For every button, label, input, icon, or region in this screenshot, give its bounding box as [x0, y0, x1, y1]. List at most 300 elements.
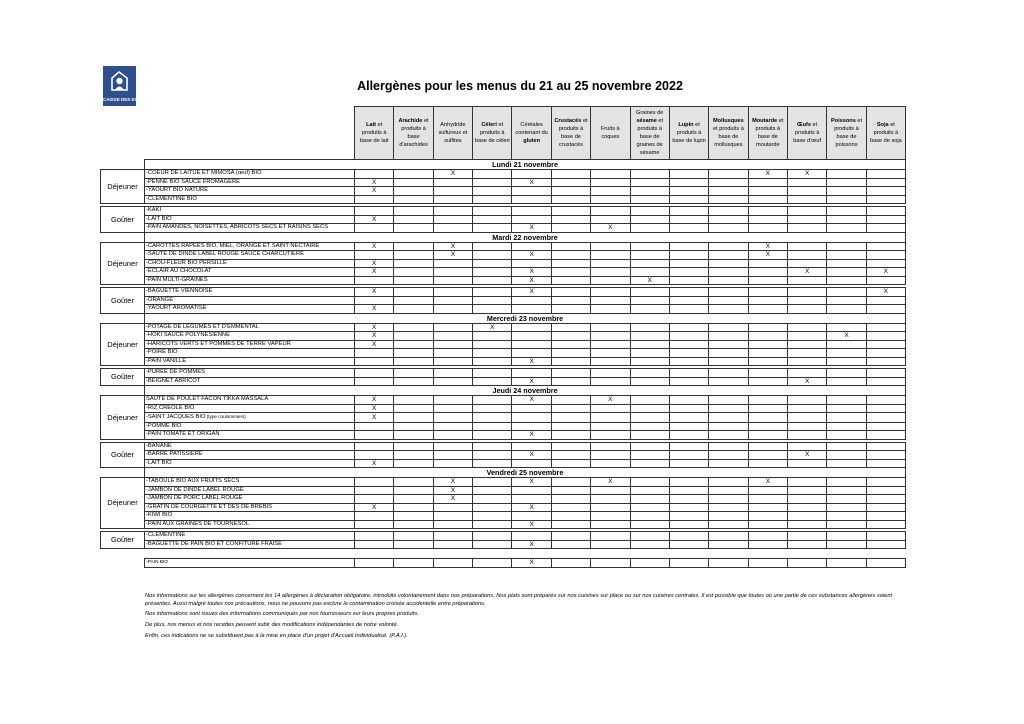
allergen-cell	[512, 369, 551, 378]
allergen-cell	[748, 187, 787, 196]
allergen-cell	[748, 305, 787, 314]
allergen-cell	[827, 251, 866, 260]
meal-label: Goûter	[101, 442, 145, 468]
allergen-cell	[866, 431, 905, 440]
logo-text: CAISSE DES ECOLES	[103, 97, 151, 102]
allergen-cell	[827, 215, 866, 224]
allergen-cell	[473, 268, 512, 277]
allergen-cell	[630, 268, 669, 277]
allergen-cell	[433, 404, 472, 413]
allergen-cell	[669, 268, 708, 277]
table-row	[101, 377, 906, 386]
allergen-mark: X	[591, 478, 630, 487]
allergen-cell	[827, 478, 866, 487]
allergen-cell	[787, 296, 826, 305]
allergen-cell	[433, 559, 472, 568]
allergen-cell	[787, 276, 826, 285]
allergen-cell	[748, 178, 787, 187]
allergen-mark: X	[473, 323, 512, 332]
table-row	[101, 459, 906, 468]
allergen-name: Poissons	[830, 118, 856, 124]
logo-emblem-icon	[103, 66, 136, 96]
table-row	[101, 332, 906, 341]
dish-name	[145, 413, 355, 423]
allergen-cell	[394, 459, 433, 468]
allergen-cell	[630, 242, 669, 251]
allergen-cell	[433, 215, 472, 224]
allergen-cell	[433, 540, 472, 549]
allergen-cell	[787, 404, 826, 413]
allergen-cell	[433, 442, 472, 451]
allergen-mark: X	[787, 268, 826, 277]
logo	[103, 66, 151, 106]
meal-label: Goûter	[101, 288, 145, 314]
allergen-cell	[866, 396, 905, 405]
allergen-cell	[866, 413, 905, 423]
allergen-cell	[551, 478, 590, 487]
allergen-cell	[827, 349, 866, 358]
dish-text: -YAOURT BIO NATURE	[146, 187, 209, 193]
footnote: Enfin, ces indications ne se substituent pas à la mise en place d'un projet d'Accueil Individualisé. (P.A.I.).	[145, 632, 408, 639]
allergen-cell	[551, 559, 590, 568]
dish-text: -POTAGE DE LEGUMES ET D'EMMENTAL	[146, 323, 259, 330]
allergen-cell	[355, 512, 394, 521]
dish-name	[145, 459, 355, 468]
allergen-cell	[827, 396, 866, 405]
allergen-mark: X	[355, 340, 394, 349]
allergen-cell	[473, 442, 512, 451]
table-row	[101, 486, 906, 495]
allergen-cell	[787, 251, 826, 260]
meal-label: Goûter	[101, 532, 145, 549]
allergen-cell	[669, 224, 708, 233]
dish-text: -LAIT BIO	[146, 215, 172, 222]
allergen-cell	[748, 195, 787, 204]
table-row	[101, 413, 906, 423]
allergen-cell	[827, 224, 866, 233]
allergen-cell	[394, 268, 433, 277]
allergen-cell	[394, 276, 433, 285]
allergen-cell	[669, 503, 708, 512]
allergen-cell	[748, 512, 787, 521]
allergen-cell	[787, 369, 826, 378]
allergen-cell	[512, 207, 551, 216]
table-row	[101, 251, 906, 260]
allergen-cell	[669, 340, 708, 349]
allergen-cell	[512, 296, 551, 305]
dish-name	[145, 559, 355, 568]
allergen-table	[100, 106, 906, 568]
allergen-cell	[512, 259, 551, 268]
dish-name	[145, 195, 355, 204]
table-row	[101, 242, 906, 251]
allergen-cell	[787, 512, 826, 521]
allergen-cell	[394, 242, 433, 251]
allergen-header	[866, 107, 905, 160]
allergen-mark: X	[433, 170, 472, 179]
allergen-cell	[827, 340, 866, 349]
dish-text: -BEIGNET ABRICOT	[146, 377, 201, 384]
allergen-cell	[709, 215, 748, 224]
allergen-cell	[866, 170, 905, 179]
allergen-cell	[473, 478, 512, 487]
allergen-mark: X	[591, 224, 630, 233]
table-row	[101, 503, 906, 512]
allergen-cell	[394, 357, 433, 366]
allergen-cell	[512, 495, 551, 504]
allergen-cell	[512, 349, 551, 358]
allergen-cell	[394, 349, 433, 358]
dish-text: -BARRE PATISSIERE	[146, 451, 203, 457]
allergen-cell	[866, 478, 905, 487]
allergen-cell	[433, 296, 472, 305]
allergen-cell	[355, 559, 394, 568]
dish-text: -PAIN AUX GRAINES DE TOURNESOL	[146, 520, 250, 527]
allergen-cell	[787, 422, 826, 431]
allergen-cell	[709, 340, 748, 349]
allergen-cell	[827, 540, 866, 549]
allergen-cell	[473, 332, 512, 341]
dish-text: -BAGUETTE DE PAIN BIO ET CONFITURE FRAISE	[146, 540, 283, 547]
allergen-cell	[630, 486, 669, 495]
allergen-cell	[827, 305, 866, 314]
allergen-cell	[866, 323, 905, 332]
allergen-cell	[394, 404, 433, 413]
allergen-cell	[473, 413, 512, 423]
allergen-name: Lupin	[678, 122, 694, 128]
allergen-cell	[433, 195, 472, 204]
dish-text: -HARICOTS VERTS ET POMMES DE TERRE VAPEUR	[146, 340, 291, 347]
allergen-cell	[591, 377, 630, 386]
allergen-cell	[591, 187, 630, 196]
table-row	[101, 478, 906, 487]
allergen-mark: X	[355, 259, 394, 268]
allergen-cell	[709, 259, 748, 268]
allergen-cell	[591, 259, 630, 268]
allergen-cell	[394, 296, 433, 305]
allergen-cell	[630, 495, 669, 504]
allergen-cell	[669, 349, 708, 358]
allergen-cell	[551, 268, 590, 277]
day-row	[101, 468, 906, 478]
allergen-cell	[748, 369, 787, 378]
allergen-cell	[748, 520, 787, 529]
allergen-cell	[787, 495, 826, 504]
allergen-header	[591, 107, 630, 160]
allergen-cell	[512, 242, 551, 251]
allergen-cell	[355, 207, 394, 216]
table-row	[101, 224, 906, 233]
allergen-cell	[827, 495, 866, 504]
allergen-cell	[630, 296, 669, 305]
allergen-cell	[827, 559, 866, 568]
table-row	[101, 268, 906, 277]
allergen-cell	[591, 268, 630, 277]
allergen-cell	[473, 296, 512, 305]
allergen-cell	[551, 442, 590, 451]
dish-text: -BAGUETTE VIENNOISE	[146, 288, 213, 294]
allergen-cell	[866, 486, 905, 495]
allergen-name: Soja	[876, 122, 889, 128]
allergen-cell	[827, 431, 866, 440]
allergen-cell	[709, 170, 748, 179]
allergen-mark: X	[630, 276, 669, 285]
allergen-cell	[512, 486, 551, 495]
allergen-cell	[787, 396, 826, 405]
allergen-cell	[355, 442, 394, 451]
allergen-cell	[551, 413, 590, 423]
allergen-cell	[787, 215, 826, 224]
allergen-cell	[433, 259, 472, 268]
allergen-cell	[591, 305, 630, 314]
allergen-cell	[827, 296, 866, 305]
meal-label: Déjeuner	[101, 170, 145, 204]
allergen-cell	[433, 422, 472, 431]
dish-name	[145, 340, 355, 349]
allergen-cell	[630, 215, 669, 224]
dish-name	[145, 377, 355, 386]
allergen-cell	[709, 431, 748, 440]
allergen-cell	[866, 276, 905, 285]
allergen-cell	[394, 195, 433, 204]
allergen-mark: X	[512, 478, 551, 487]
allergen-cell	[827, 276, 866, 285]
allergen-cell	[827, 377, 866, 386]
allergen-cell	[748, 296, 787, 305]
allergen-cell	[866, 178, 905, 187]
allergen-cell	[709, 323, 748, 332]
allergen-cell	[787, 478, 826, 487]
allergen-cell	[709, 459, 748, 468]
dish-name	[145, 478, 355, 487]
allergen-cell	[787, 357, 826, 366]
allergen-cell	[669, 332, 708, 341]
allergen-cell	[669, 532, 708, 541]
allergen-header	[433, 107, 472, 160]
dish-text: -PAIN AMANDES, NOISETTES, ABRICOTS SECS ET RAISINS SECS	[146, 224, 329, 230]
allergen-cell	[827, 195, 866, 204]
allergen-cell	[866, 195, 905, 204]
allergen-name: Œufs	[797, 122, 811, 128]
table-row	[101, 357, 906, 366]
allergen-cell	[512, 512, 551, 521]
allergen-cell	[827, 242, 866, 251]
allergen-cell	[709, 520, 748, 529]
dish-text: -POIRE BIO	[146, 349, 178, 355]
allergen-cell	[787, 503, 826, 512]
allergen-cell	[669, 559, 708, 568]
allergen-cell	[630, 540, 669, 549]
allergen-cell	[591, 404, 630, 413]
allergen-cell	[866, 422, 905, 431]
allergen-cell	[709, 478, 748, 487]
meal-label: Déjeuner	[101, 396, 145, 440]
allergen-cell	[669, 215, 708, 224]
allergen-cell	[630, 422, 669, 431]
allergen-cell	[748, 276, 787, 285]
allergen-cell	[630, 305, 669, 314]
allergen-cell	[394, 520, 433, 529]
allergen-cell	[669, 259, 708, 268]
dish-name	[145, 396, 355, 405]
allergen-cell	[473, 251, 512, 260]
allergen-cell	[827, 486, 866, 495]
dish-name	[145, 259, 355, 268]
allergen-cell	[866, 559, 905, 568]
allergen-cell	[394, 259, 433, 268]
allergen-cell	[866, 187, 905, 196]
allergen-mark: X	[355, 215, 394, 224]
allergen-cell	[866, 357, 905, 366]
dish-text: -CHOU-FLEUR BIO PERSILLE	[146, 259, 227, 266]
allergen-mark: X	[433, 486, 472, 495]
allergen-cell	[748, 459, 787, 468]
allergen-cell	[748, 332, 787, 341]
allergen-name: Mollusques	[713, 118, 744, 124]
allergen-mark: X	[355, 178, 394, 187]
table-row	[101, 451, 906, 460]
allergen-cell	[473, 396, 512, 405]
allergen-cell	[787, 305, 826, 314]
allergen-cell	[866, 259, 905, 268]
allergen-cell	[473, 215, 512, 224]
allergen-cell	[866, 207, 905, 216]
allergen-cell	[433, 369, 472, 378]
allergen-cell	[473, 369, 512, 378]
allergen-mark: X	[355, 268, 394, 277]
day-row	[101, 160, 906, 170]
allergen-cell	[355, 369, 394, 378]
allergen-mark: X	[866, 288, 905, 297]
dish-text: -JAMBON DE DINDE LABEL ROUGE	[146, 486, 244, 493]
allergen-cell	[748, 377, 787, 386]
allergen-desc: et produits à base d'œuf	[793, 122, 822, 144]
allergen-cell	[394, 251, 433, 260]
allergen-cell	[748, 451, 787, 460]
allergen-mark: X	[512, 251, 551, 260]
dish-name	[145, 268, 355, 277]
allergen-cell	[394, 503, 433, 512]
allergen-cell	[827, 369, 866, 378]
allergen-cell	[473, 170, 512, 179]
dish-name	[145, 207, 355, 216]
allergen-cell	[669, 451, 708, 460]
table-row	[101, 195, 906, 204]
allergen-desc: et produits à base de céleri	[474, 122, 510, 144]
allergen-cell	[512, 215, 551, 224]
allergen-cell	[748, 503, 787, 512]
allergen-header	[669, 107, 708, 160]
allergen-mark: X	[433, 251, 472, 260]
allergen-cell	[512, 332, 551, 341]
dish-name	[145, 431, 355, 440]
allergen-cell	[787, 349, 826, 358]
footnote: Nos informations sont issues des informations communiqués par nos fournisseurs sur leurs propres produits.	[145, 611, 419, 618]
allergen-cell	[669, 396, 708, 405]
allergen-cell	[827, 170, 866, 179]
table-row	[101, 276, 906, 285]
day-row	[101, 386, 906, 396]
allergen-cell	[433, 532, 472, 541]
allergen-cell	[748, 486, 787, 495]
allergen-cell	[827, 178, 866, 187]
allergen-cell	[709, 195, 748, 204]
allergen-cell	[827, 207, 866, 216]
allergen-cell	[433, 512, 472, 521]
allergen-cell	[394, 224, 433, 233]
allergen-cell	[866, 340, 905, 349]
allergen-name: Crustacés	[554, 118, 582, 124]
allergen-cell	[787, 178, 826, 187]
allergen-cell	[394, 396, 433, 405]
allergen-cell	[630, 207, 669, 216]
allergen-cell	[394, 377, 433, 386]
allergen-cell	[709, 242, 748, 251]
allergen-cell	[669, 495, 708, 504]
allergen-cell	[551, 288, 590, 297]
allergen-cell	[866, 520, 905, 529]
allergen-cell	[433, 349, 472, 358]
allergen-cell	[669, 178, 708, 187]
allergen-mark: X	[512, 178, 551, 187]
allergen-cell	[787, 207, 826, 216]
allergen-mark: X	[355, 396, 394, 405]
allergen-cell	[433, 268, 472, 277]
allergen-cell	[433, 396, 472, 405]
allergen-cell	[551, 495, 590, 504]
allergen-cell	[394, 207, 433, 216]
allergen-cell	[669, 442, 708, 451]
table-row	[101, 532, 906, 541]
allergen-cell	[591, 195, 630, 204]
allergen-desc: Fruits à coques	[601, 126, 620, 140]
allergen-desc: et produits à base de crustacés	[558, 118, 588, 148]
dish-name	[145, 332, 355, 341]
allergen-cell	[433, 520, 472, 529]
day-heading: Mardi 22 novembre	[145, 232, 906, 242]
allergen-cell	[748, 442, 787, 451]
allergen-cell	[630, 170, 669, 179]
allergen-cell	[394, 540, 433, 549]
allergen-cell	[433, 413, 472, 423]
table-row	[101, 349, 906, 358]
allergen-cell	[433, 187, 472, 196]
allergen-cell	[669, 242, 708, 251]
allergen-cell	[630, 224, 669, 233]
allergen-cell	[866, 459, 905, 468]
meal-label: Déjeuner	[101, 242, 145, 285]
allergen-cell	[551, 540, 590, 549]
allergen-cell	[551, 195, 590, 204]
allergen-cell	[355, 224, 394, 233]
dish-name	[145, 288, 355, 297]
allergen-cell	[709, 413, 748, 423]
allergen-cell	[709, 495, 748, 504]
day-row	[101, 313, 906, 323]
allergen-cell	[748, 532, 787, 541]
allergen-cell	[433, 431, 472, 440]
allergen-cell	[827, 268, 866, 277]
allergen-cell	[512, 323, 551, 332]
allergen-cell	[473, 404, 512, 413]
allergen-cell	[748, 357, 787, 366]
allergen-cell	[669, 478, 708, 487]
allergen-cell	[787, 259, 826, 268]
dish-name	[145, 486, 355, 495]
allergen-cell	[787, 540, 826, 549]
meal-label: Déjeuner	[101, 478, 145, 529]
dish-name	[145, 532, 355, 541]
